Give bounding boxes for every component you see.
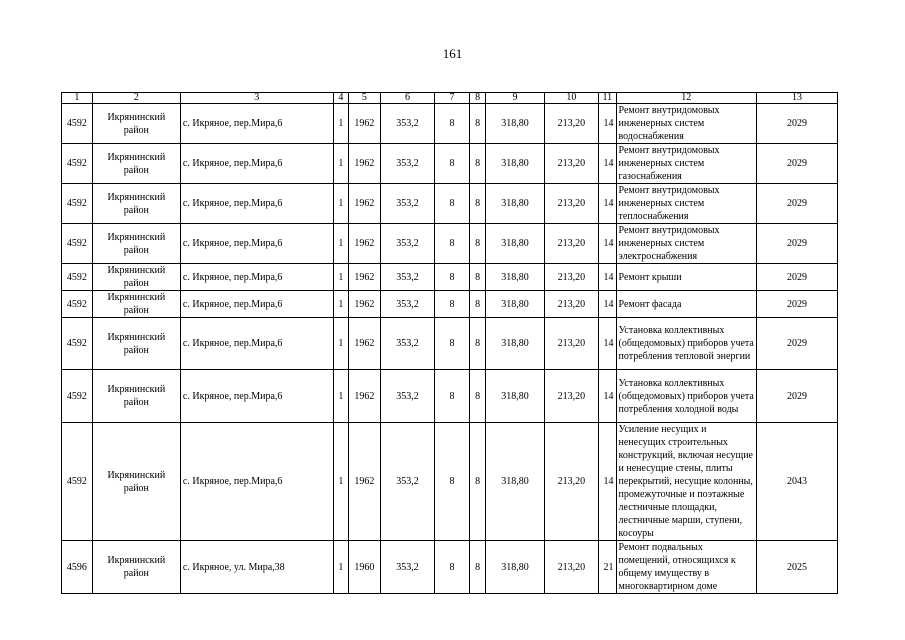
area-value: 353,2 (380, 144, 434, 184)
page-number: 161 (442, 46, 463, 61)
district-name: Икрянинский район (92, 224, 180, 264)
address: с. Икряное, пер.Мира,6 (180, 370, 333, 423)
col8-value: 8 (469, 318, 485, 370)
planned-year: 2029 (756, 264, 837, 291)
address: с. Икряное, пер.Мира,6 (180, 104, 333, 144)
col10-value: 213,20 (544, 318, 598, 370)
column-header: 7 (435, 93, 470, 104)
col11-value: 14 (599, 104, 616, 144)
col8-value: 8 (469, 541, 485, 594)
col4-value: 1 (333, 318, 348, 370)
district-name: Икрянинский район (92, 423, 180, 541)
col4-value: 1 (333, 104, 348, 144)
col11-value: 14 (599, 318, 616, 370)
column-header: 11 (599, 93, 616, 104)
address: с. Икряное, пер.Мира,6 (180, 264, 333, 291)
col7-value: 8 (435, 104, 470, 144)
work-type: Ремонт крыши (616, 264, 756, 291)
row-id: 4592 (62, 184, 93, 224)
col11-value: 14 (599, 423, 616, 541)
col9-value: 318,80 (486, 423, 544, 541)
planned-year: 2029 (756, 224, 837, 264)
col11-value: 14 (599, 264, 616, 291)
col11-value: 14 (599, 184, 616, 224)
row-id: 4592 (62, 291, 93, 318)
planned-year: 2029 (756, 184, 837, 224)
col11-value: 14 (599, 224, 616, 264)
col11-value: 21 (599, 541, 616, 594)
area-value: 353,2 (380, 104, 434, 144)
table-row (62, 224, 838, 264)
planned-year: 2029 (756, 144, 837, 184)
work-type: Ремонт фасада (616, 291, 756, 318)
table-row (62, 264, 838, 291)
col4-value: 1 (333, 423, 348, 541)
address: с. Икряное, пер.Мира,6 (180, 144, 333, 184)
col4-value: 1 (333, 264, 348, 291)
col8-value: 8 (469, 423, 485, 541)
col10-value: 213,20 (544, 264, 598, 291)
col9-value: 318,80 (486, 224, 544, 264)
planned-year: 2029 (756, 104, 837, 144)
col7-value: 8 (435, 291, 470, 318)
table-row (62, 104, 838, 144)
column-header: 9 (486, 93, 544, 104)
col11-value: 14 (599, 370, 616, 423)
table-row (62, 370, 838, 423)
column-header: 13 (756, 93, 837, 104)
column-header: 8 (469, 93, 485, 104)
col4-value: 1 (333, 224, 348, 264)
col8-value: 8 (469, 184, 485, 224)
work-type: Установка коллективных (общедомовых) приборов учета потребления тепловой энергии (616, 318, 756, 370)
address: с. Икряное, пер.Мира,6 (180, 423, 333, 541)
col11-value: 14 (599, 144, 616, 184)
build-year: 1962 (349, 370, 381, 423)
col7-value: 8 (435, 370, 470, 423)
address: с. Икряное, пер.Мира,6 (180, 291, 333, 318)
col9-value: 318,80 (486, 144, 544, 184)
address: с. Икряное, пер.Мира,6 (180, 224, 333, 264)
table-row (62, 318, 838, 370)
col8-value: 8 (469, 144, 485, 184)
row-id: 4592 (62, 318, 93, 370)
area-value: 353,2 (380, 370, 434, 423)
build-year: 1960 (349, 541, 381, 594)
col11-value: 14 (599, 291, 616, 318)
column-header: 2 (92, 93, 180, 104)
col10-value: 213,20 (544, 144, 598, 184)
row-id: 4592 (62, 104, 93, 144)
work-type: Ремонт внутридомовых инженерных систем газоснабжения (616, 144, 756, 184)
district-name: Икрянинский район (92, 264, 180, 291)
column-header: 10 (544, 93, 598, 104)
work-type: Ремонт внутридомовых инженерных систем водоснабжения (616, 104, 756, 144)
col8-value: 8 (469, 291, 485, 318)
table-row (62, 291, 838, 318)
work-type: Ремонт подвальных помещений, относящихся к общему имуществу в многоквартирном доме (616, 541, 756, 594)
col8-value: 8 (469, 264, 485, 291)
address: с. Икряное, ул. Мира,38 (180, 541, 333, 594)
col9-value: 318,80 (486, 318, 544, 370)
planned-year: 2029 (756, 291, 837, 318)
build-year: 1962 (349, 224, 381, 264)
col9-value: 318,80 (486, 370, 544, 423)
build-year: 1962 (349, 104, 381, 144)
col4-value: 1 (333, 541, 348, 594)
col10-value: 213,20 (544, 370, 598, 423)
district-name: Икрянинский район (92, 318, 180, 370)
district-name: Икрянинский район (92, 370, 180, 423)
col7-value: 8 (435, 224, 470, 264)
column-header: 1 (62, 93, 93, 104)
row-id: 4592 (62, 264, 93, 291)
planned-year: 2029 (756, 370, 837, 423)
area-value: 353,2 (380, 291, 434, 318)
work-type: Установка коллективных (общедомовых) приборов учета потребления холодной воды (616, 370, 756, 423)
col8-value: 8 (469, 224, 485, 264)
col10-value: 213,20 (544, 104, 598, 144)
column-header: 3 (180, 93, 333, 104)
row-id: 4592 (62, 224, 93, 264)
column-header: 5 (349, 93, 381, 104)
col10-value: 213,20 (544, 224, 598, 264)
column-header: 12 (616, 93, 756, 104)
col4-value: 1 (333, 144, 348, 184)
column-number-row (62, 93, 838, 104)
district-name: Икрянинский район (92, 291, 180, 318)
address: с. Икряное, пер.Мира,6 (180, 184, 333, 224)
build-year: 1962 (349, 423, 381, 541)
col7-value: 8 (435, 144, 470, 184)
district-name: Икрянинский район (92, 184, 180, 224)
col4-value: 1 (333, 370, 348, 423)
row-id: 4596 (62, 541, 93, 594)
col10-value: 213,20 (544, 541, 598, 594)
build-year: 1962 (349, 318, 381, 370)
planned-year: 2025 (756, 541, 837, 594)
col8-value: 8 (469, 104, 485, 144)
address: с. Икряное, пер.Мира,6 (180, 318, 333, 370)
col9-value: 318,80 (486, 291, 544, 318)
col4-value: 1 (333, 291, 348, 318)
district-name: Икрянинский район (92, 144, 180, 184)
work-type: Ремонт внутридомовых инженерных систем электроснабжения (616, 224, 756, 264)
area-value: 353,2 (380, 184, 434, 224)
build-year: 1962 (349, 264, 381, 291)
table-row (62, 541, 838, 594)
planned-year: 2043 (756, 423, 837, 541)
build-year: 1962 (349, 184, 381, 224)
build-year: 1962 (349, 144, 381, 184)
col4-value: 1 (333, 184, 348, 224)
area-value: 353,2 (380, 224, 434, 264)
area-value: 353,2 (380, 541, 434, 594)
planned-year: 2029 (756, 318, 837, 370)
column-header: 6 (380, 93, 434, 104)
work-type: Усиление несущих и ненесущих строительных конструкций, включая несущие и ненесущие стены, плиты перекрытий, несущие колонны, промежуточные и поэтажные лестничные площадки, лестничные марши, ступени, косоуры (616, 423, 756, 541)
district-name: Икрянинский район (92, 541, 180, 594)
col7-value: 8 (435, 541, 470, 594)
col7-value: 8 (435, 264, 470, 291)
area-value: 353,2 (380, 318, 434, 370)
col7-value: 8 (435, 423, 470, 541)
col7-value: 8 (435, 318, 470, 370)
area-value: 353,2 (380, 264, 434, 291)
row-id: 4592 (62, 370, 93, 423)
build-year: 1962 (349, 291, 381, 318)
row-id: 4592 (62, 144, 93, 184)
col8-value: 8 (469, 370, 485, 423)
col10-value: 213,20 (544, 423, 598, 541)
col10-value: 213,20 (544, 291, 598, 318)
work-type: Ремонт внутридомовых инженерных систем теплоснабжения (616, 184, 756, 224)
register-table (61, 92, 838, 594)
col9-value: 318,80 (486, 264, 544, 291)
column-header: 4 (333, 93, 348, 104)
col9-value: 318,80 (486, 541, 544, 594)
row-id: 4592 (62, 423, 93, 541)
area-value: 353,2 (380, 423, 434, 541)
col9-value: 318,80 (486, 184, 544, 224)
district-name: Икрянинский район (92, 104, 180, 144)
col9-value: 318,80 (486, 104, 544, 144)
table-row (62, 423, 838, 541)
table-row (62, 144, 838, 184)
col10-value: 213,20 (544, 184, 598, 224)
col7-value: 8 (435, 184, 470, 224)
table-row (62, 184, 838, 224)
